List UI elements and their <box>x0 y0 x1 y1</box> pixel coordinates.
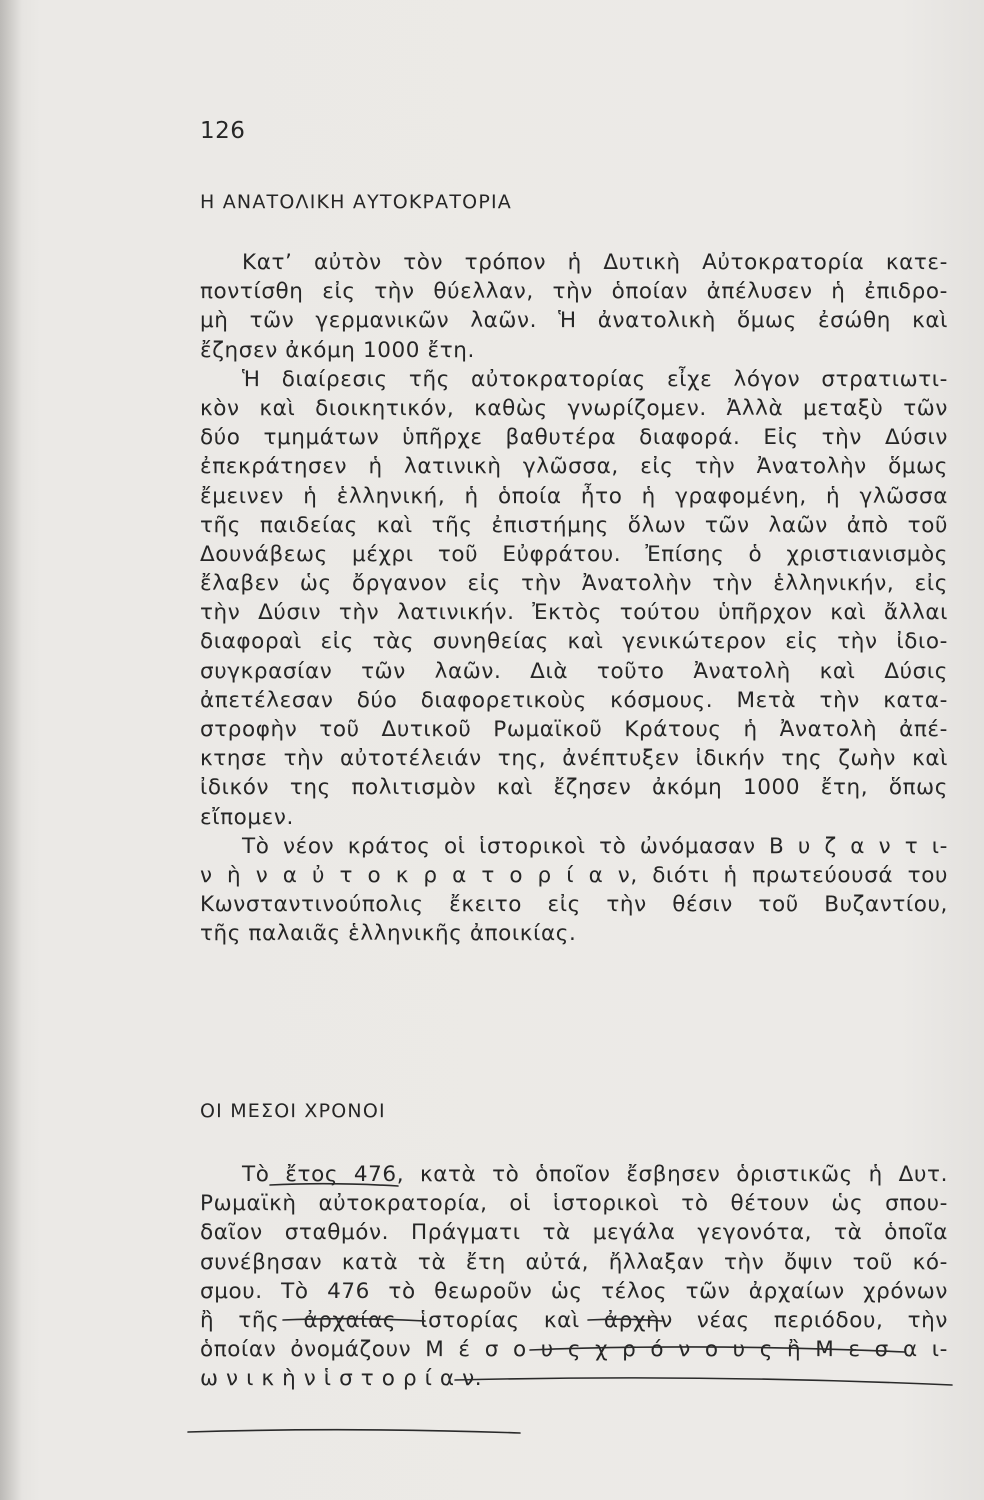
text-line: Κατ’ αὐτὸν τὸν τρόπον ἡ Δυτικὴ Αὐτοκρατορία κατε- <box>242 250 948 275</box>
text-line: δαῖον σταθμόν. Πράγματι τὰ μεγάλα γεγονότα, τὰ ὁποῖα <box>200 1220 948 1246</box>
section-heading: ΟΙ ΜΕΣΟΙ ΧΡΟΝΟΙ <box>200 1100 386 1122</box>
text-line: ποντίσθη εἰς τὴν θύελλαν, τὴν ὁποίαν ἀπέλυσεν ἡ ἐπιδρο- <box>200 279 948 305</box>
text-line: τῆς παιδείας καὶ τῆς ἐπιστήμης ὅλων τῶν λαῶν ἀπὸ τοῦ <box>200 512 948 538</box>
paragraph-block-eastern-empire <box>200 248 948 949</box>
underline-mesaioniki <box>188 1430 520 1433</box>
text-line: Ρωμαϊκὴ αὐτοκρατορία, οἱ ἱστορικοὶ τὸ θέτουν ὡς σπου- <box>200 1191 948 1217</box>
text-line: ω ν ι κ ὴ ν ἱ σ τ ο ρ ί α ν. <box>200 1366 483 1392</box>
text-line: Τὸ ἔτος 476, κατὰ τὸ ὁποῖον ἔσβησεν ὁριστικῶς ἡ Δυτ. <box>242 1162 948 1187</box>
text-line: κὸν καὶ διοικητικόν, καθὼς γνωρίζομεν. Ἀλλὰ μεταξὺ τῶν <box>200 395 948 421</box>
text-line: ἔμεινεν ἡ ἑλληνική, ἡ ὁποία ἦτο ἡ γραφομένη, ἡ γλῶσσα <box>200 483 948 509</box>
text-line: ἔλαβεν ὡς ὄργανον εἰς τὴν Ἀνατολὴν τὴν ἑλληνικήν, εἰς <box>200 571 948 597</box>
text-line: σμου. Τὸ 476 τὸ θεωροῦν ὡς τέλος τῶν ἀρχαίων χρόνων <box>200 1278 948 1304</box>
text-line: τὴν Δύσιν τὴν λατινικήν. Ἐκτὸς τούτου ὑπῆρχον καὶ ἄλλαι <box>200 600 948 626</box>
text-line: ἢ τῆς ἀρχαίας ἱστορίας καὶ ἀρχὴν νέας περιόδου, τὴν <box>200 1307 948 1333</box>
text-line: ἰδικόν της πολιτισμὸν καὶ ἔζησεν ἀκόμη 1000 ἔτη, ὅπως <box>200 775 948 801</box>
page-number: 126 <box>200 118 246 144</box>
text-line: εἴπομεν. <box>200 804 294 830</box>
text-line: Τὸ νέον κράτος οἱ ἱστορικοὶ τὸ ὠνόμασαν Β υ ζ α ν τ ι- <box>242 833 948 859</box>
text-line: διαφοραὶ εἰς τὰς συνηθείας καὶ γενικώτερον εἰς τὴν ἰδιο- <box>200 629 948 655</box>
text-line: Ἡ διαίρεσις τῆς αὐτοκρατορίας εἶχε λόγον στρατιωτι- <box>242 366 948 392</box>
text-line: ἀπετέλεσαν δύο διαφορετικοὺς κόσμους. Μετὰ τὴν κατα- <box>200 687 948 713</box>
running-title: Η ΑΝΑΤΟΛΙΚΗ ΑΥΤΟΚΡΑΤΟΡΙΑ <box>200 191 512 213</box>
text-line: ὁποίαν ὀνομάζουν Μ έ σ ο υ ς χ ρ ό ν ο υ ς ἢ Μ ε σ α ι- <box>200 1337 948 1363</box>
text-line: κτησε τὴν αὐτοτέλειάν της, ἀνέπτυξεν ἰδικήν της ζωὴν καὶ <box>200 746 948 772</box>
text-line: ν ὴ ν α ὐ τ ο κ ρ α τ ο ρ ί α ν, διότι ἡ πρωτεύουσά του <box>200 862 948 888</box>
text-line: στροφὴν τοῦ Δυτικοῦ Ρωμαϊκοῦ Κράτους ἡ Ἀνατολὴ ἀπέ- <box>200 717 948 742</box>
text-line: ἐπεκράτησεν ἡ λατινικὴ γλῶσσα, εἰς τὴν Ἀνατολὴν ὅμως <box>200 454 948 480</box>
text-line: Δουνάβεως μέχρι τοῦ Εὐφράτου. Ἐπίσης ὁ χριστιανισμὸς <box>200 541 948 567</box>
text-line: δύο τμημάτων ὑπῆρχε βαθυτέρα διαφορά. Εἰς τὴν Δύσιν <box>200 425 948 451</box>
scan-edge-shadow <box>0 0 22 1500</box>
text-line: τῆς παλαιᾶς ἑλληνικῆς ἀποικίας. <box>200 921 577 947</box>
text-line: συνέβησαν κατὰ τὰ ἔτη αὐτά, ἤλλαξαν τὴν ὄψιν τοῦ κό- <box>200 1249 948 1275</box>
text-line: μὴ τῶν γερμανικῶν λαῶν. Ἡ ἀνατολικὴ ὅμως ἐσώθη καὶ <box>200 308 948 334</box>
text-line: Κωνσταντινούπολις ἔκειτο εἰς τὴν θέσιν τοῦ Βυζαντίου, <box>200 892 948 918</box>
text-line: συγκρασίαν τῶν λαῶν. Διὰ τοῦτο Ἀνατολὴ καὶ Δύσις <box>200 658 948 684</box>
paragraph-block-middle-ages <box>200 1160 948 1394</box>
text-line: ἔζησεν ἀκόμη 1000 ἔτη. <box>200 337 475 363</box>
